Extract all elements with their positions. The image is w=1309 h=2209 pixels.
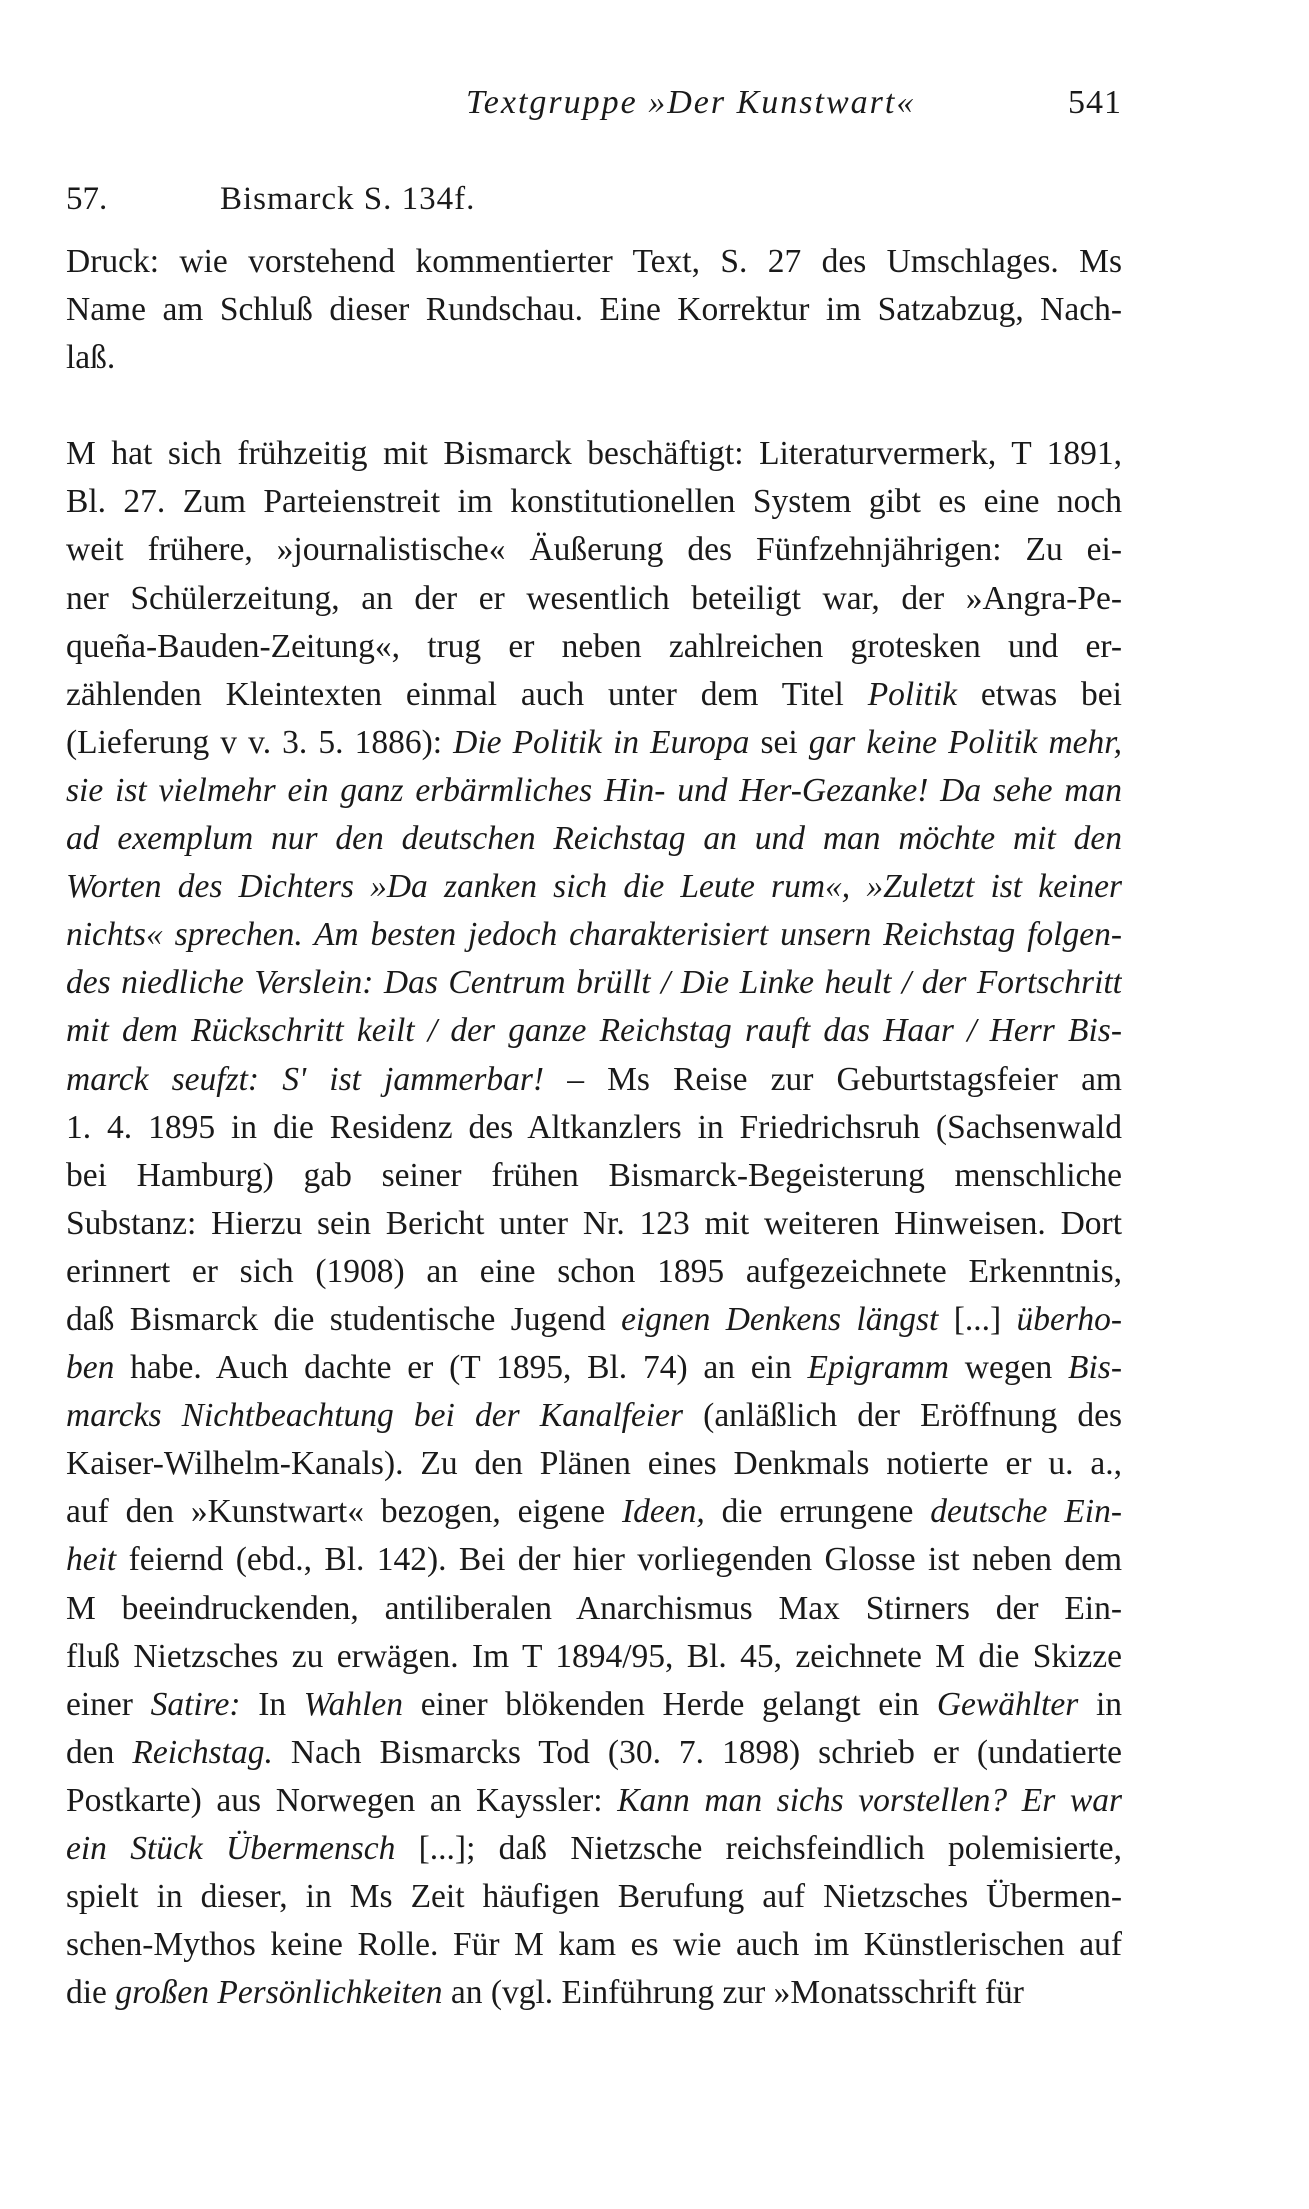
italic-text: sie ist vielmehr ein ganz erbärmliches Hin- und Her-Gezanke! Da sehe man	[66, 771, 1122, 809]
text-run: daß Bismarck die studentische Jugend	[66, 1300, 622, 1338]
italic-text: mit dem Rückschritt keilt / der ganze Reichstag rauft das Haar / Herr Bis-	[66, 1012, 1122, 1050]
entry-title: Bismarck S. 134f.	[220, 181, 476, 217]
text-line	[66, 1248, 1122, 1296]
text-line	[66, 767, 1122, 815]
italic-text: deutsche Ein-	[930, 1493, 1122, 1531]
text-line	[66, 1056, 1122, 1104]
text-run: bei Hamburg) gab seiner frühen Bismarck-Begeisterung menschliche	[66, 1156, 1122, 1194]
text-line	[66, 575, 1122, 623]
text-run: Postkarte) aus Norwegen an Kayssler:	[66, 1781, 618, 1819]
italic-text: überho-	[1016, 1300, 1122, 1338]
text-line	[66, 719, 1122, 767]
text-line	[66, 478, 1122, 526]
text-line	[66, 1488, 1122, 1536]
text-line	[66, 815, 1122, 863]
italic-text: gar keine Politik mehr,	[808, 723, 1122, 761]
text-run: In	[240, 1685, 304, 1723]
text-run: sei	[749, 723, 809, 761]
italic-text: Ideen,	[621, 1493, 705, 1531]
text-line	[66, 1777, 1122, 1825]
text-run: queña-Bauden-Zeitung«, trug er neben zahlreichen grotesken und er-	[66, 627, 1122, 665]
text-run: die errungene	[704, 1493, 931, 1531]
text-run: einer blökenden Herde gelangt ein	[403, 1685, 937, 1723]
text-line	[66, 1873, 1122, 1921]
text-run: 1. 4. 1895 in die Residenz des Altkanzlers in Friedrichsruh (Sachsenwald	[66, 1108, 1122, 1146]
italic-text: marck seufzt: S' ist jammerbar!	[66, 1060, 545, 1098]
running-head-title: Textgruppe »Der Kunstwart«	[466, 84, 916, 121]
text-line	[66, 1007, 1122, 1055]
text-line	[66, 1104, 1122, 1152]
text-line	[66, 1536, 1122, 1584]
italic-text: Satire:	[150, 1685, 241, 1723]
text-line	[66, 1152, 1122, 1200]
text-line	[66, 238, 1122, 286]
text-line	[66, 623, 1122, 671]
text-run: etwas bei	[957, 675, 1122, 713]
text-run: [...]; daß Nietzsche reichsfeindlich polemisierte,	[395, 1830, 1122, 1867]
text-line	[66, 1729, 1122, 1777]
text-line	[66, 1200, 1122, 1248]
text-run: (anläßlich der Eröffnung des	[683, 1397, 1122, 1435]
text-run: laß.	[66, 339, 116, 377]
italic-text: Worten des Dichters »Da zanken sich die Leute rum«, »Zuletzt ist keiner	[66, 868, 1122, 906]
text-run: Nach Bismarcks Tod (30. 7. 1898) schrieb er (undatierte	[272, 1733, 1122, 1771]
entry-heading	[66, 176, 475, 222]
text-line	[66, 1296, 1122, 1344]
text-line	[66, 286, 1122, 334]
text-line	[66, 1344, 1122, 1392]
text-line	[66, 1440, 1122, 1488]
text-run: in	[1078, 1685, 1122, 1723]
italic-text: ein Stück Übermensch	[66, 1830, 396, 1867]
text-line	[66, 1681, 1122, 1729]
text-line	[66, 1633, 1122, 1681]
italic-text: Politik	[867, 675, 957, 713]
text-run: habe. Auch dachte er (T 1895, Bl. 74) an ein	[114, 1349, 808, 1387]
text-run: Bl. 27. Zum Parteienstreit im konstitutionellen System gibt es eine noch	[66, 483, 1122, 521]
italic-text: marcks Nichtbeachtung bei der Kanalfeier	[66, 1397, 684, 1435]
text-line	[66, 1825, 1122, 1873]
italic-text: großen Persönlichkeiten	[115, 1974, 443, 2012]
italic-text: Gewählter	[936, 1685, 1079, 1723]
text-run: Kaiser-Wilhelm-Kanals). Zu den Plänen eines Denkmals notierte er u. a.,	[66, 1445, 1122, 1483]
text-run: den	[66, 1733, 133, 1771]
text-run: weit frühere, »journalistische« Äußerung des Fünfzehnjährigen: Zu ei-	[66, 531, 1122, 569]
text-line	[66, 911, 1122, 959]
italic-text: Epigramm	[807, 1349, 949, 1387]
text-line	[66, 671, 1122, 719]
text-run: (Lieferung v v. 3. 5. 1886):	[66, 723, 454, 761]
paragraph	[66, 430, 1122, 2017]
text-line	[66, 959, 1122, 1007]
italic-text: eignen Denkens längst	[621, 1300, 939, 1338]
text-run: wegen	[949, 1349, 1069, 1387]
text-run: zählenden Kleintexten einmal auch unter dem Titel	[66, 675, 868, 713]
italic-text: Reichstag.	[132, 1733, 273, 1771]
text-line	[66, 526, 1122, 574]
text-line	[66, 1585, 1122, 1633]
text-line	[66, 1392, 1122, 1440]
text-run: ner Schülerzeitung, an der er wesentlich beteiligt war, der »Angra-Pe-	[66, 579, 1122, 617]
text-line	[66, 334, 1122, 382]
text-run: Substanz: Hierzu sein Bericht unter Nr. 123 mit weiteren Hinweisen. Dort	[66, 1204, 1122, 1242]
text-line	[66, 1969, 1122, 2017]
text-line	[66, 1921, 1122, 1969]
text-line	[66, 430, 1122, 478]
entry-number: 57.	[66, 181, 108, 217]
italic-text: Die Politik in Europa	[453, 723, 750, 761]
page-number: 541	[1068, 84, 1122, 121]
italic-text: heit	[66, 1541, 117, 1579]
text-run: M hat sich frühzeitig mit Bismarck beschäftigt: Literaturvermerk, T 1891,	[66, 435, 1122, 473]
text-run: einer	[66, 1685, 151, 1723]
italic-text: nichts« sprechen. Am besten jedoch charakterisiert unsern Reichstag folgen-	[66, 916, 1122, 954]
italic-text: Wahlen	[303, 1685, 404, 1723]
commentary-text	[66, 238, 1122, 2017]
text-run: spielt in dieser, in Ms Zeit häufigen Berufung auf Nietzsches Übermen-	[66, 1878, 1122, 1916]
text-run: schen-Mythos keine Rolle. Für M kam es wie auch im Künstlerischen auf	[66, 1926, 1122, 1964]
text-run: fluß Nietzsches zu erwägen. Im T 1894/95, Bl. 45, zeichnete M die Skizze	[66, 1637, 1122, 1675]
italic-text: Kann man sichs vorstellen? Er war	[617, 1781, 1122, 1819]
italic-text: des niedliche Verslein: Das Centrum brüllt / Die Linke heult / der Fortschritt	[66, 964, 1122, 1002]
paragraph	[66, 238, 1122, 382]
text-run: Name am Schluß dieser Rundschau. Eine Korrektur im Satzabzug, Nach-	[66, 291, 1122, 329]
text-run: die	[66, 1974, 116, 2012]
running-head	[466, 78, 1122, 128]
italic-text: ben	[66, 1349, 115, 1387]
text-run: [...]	[938, 1300, 1017, 1338]
italic-text: Bis-	[1068, 1349, 1122, 1387]
text-run: M beeindruckenden, antiliberalen Anarchismus Max Stirners der Ein-	[66, 1589, 1122, 1627]
text-run: erinnert er sich (1908) an eine schon 1895 aufgezeichnete Erkenntnis,	[66, 1252, 1122, 1290]
text-run: Druck: wie vorstehend kommentierter Text, S. 27 des Umschlages. Ms	[66, 243, 1122, 280]
text-run: auf den »Kunstwart« bezogen, eigene	[66, 1493, 622, 1531]
text-run: an (vgl. Einführung zur »Monatsschrift für	[442, 1974, 1024, 2012]
text-run: – Ms Reise zur Geburtstagsfeier am	[544, 1060, 1122, 1098]
italic-text: ad exemplum nur den deutschen Reichstag an und man möchte mit den	[66, 820, 1122, 858]
text-run: feiernd (ebd., Bl. 142). Bei der hier vorliegenden Glosse ist neben dem	[116, 1541, 1122, 1579]
text-line	[66, 863, 1122, 911]
